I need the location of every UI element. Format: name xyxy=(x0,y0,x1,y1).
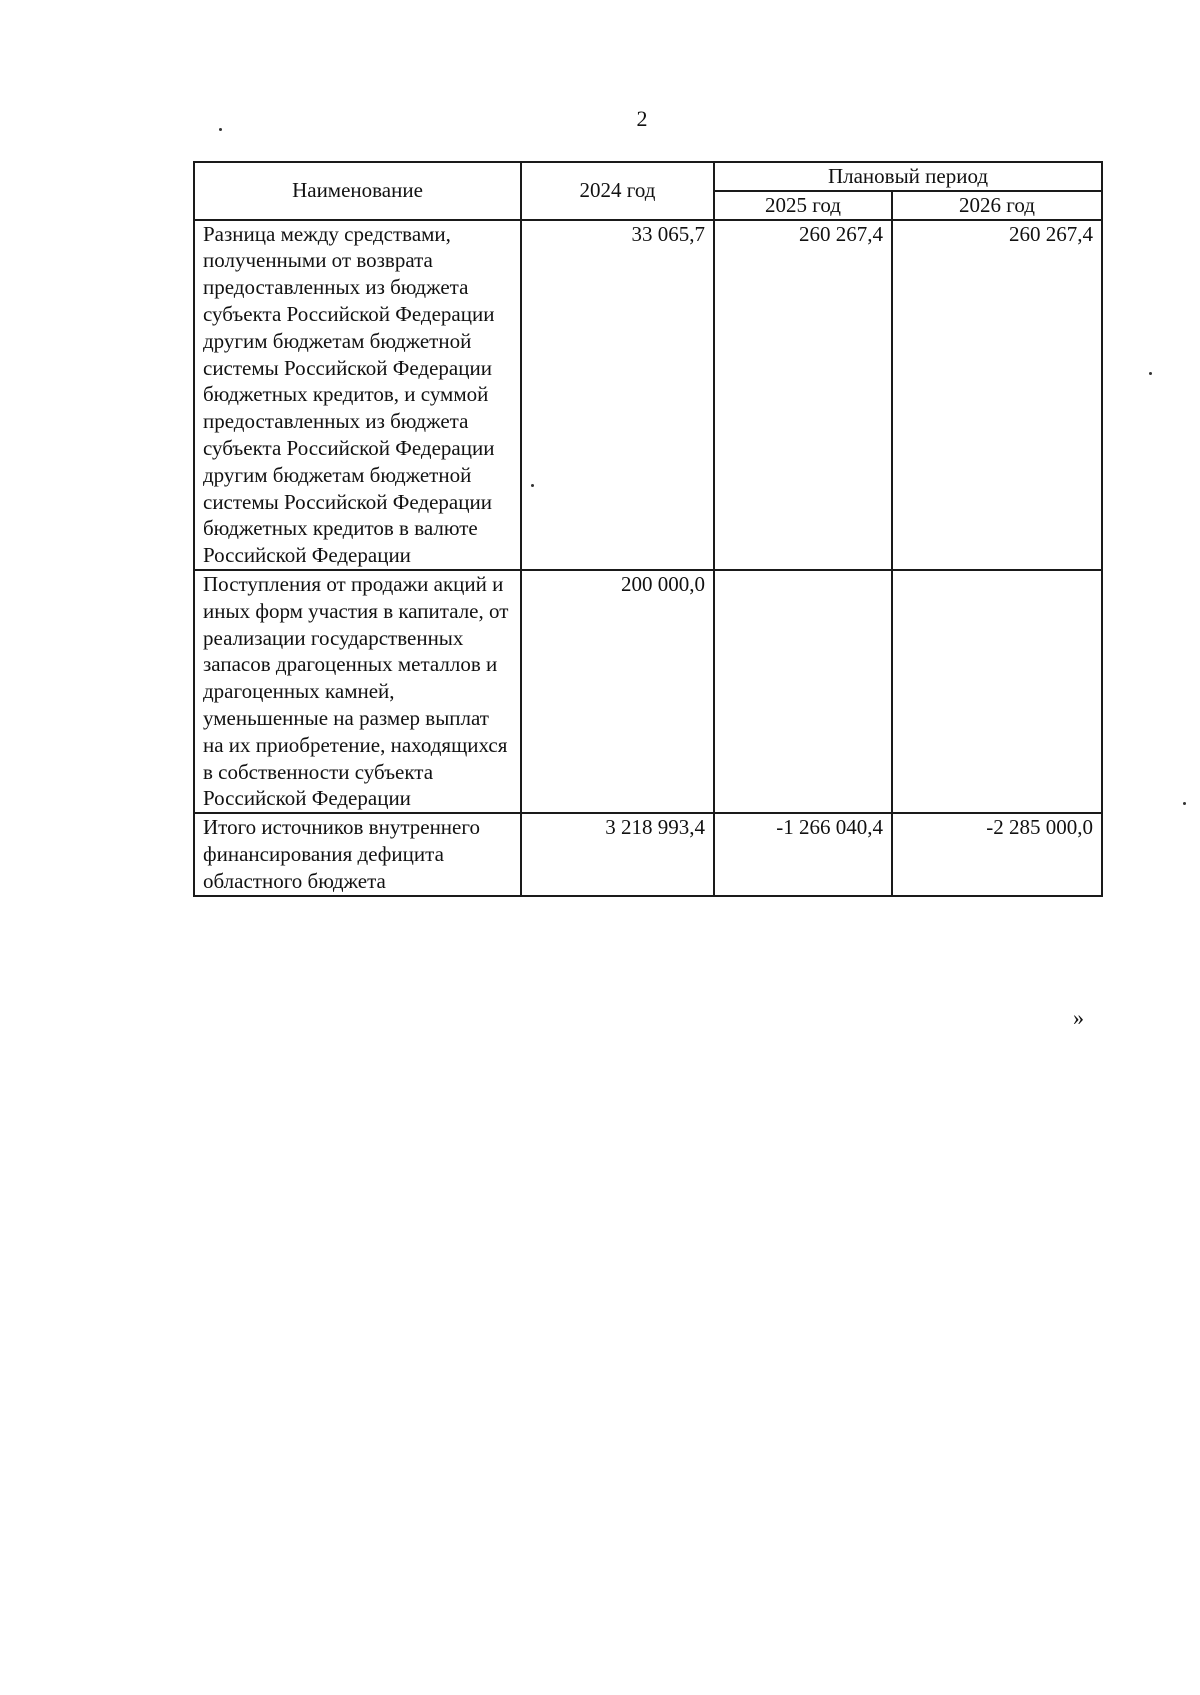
scan-speck xyxy=(1149,372,1152,375)
header-planned-period: Плановый период xyxy=(714,162,1102,191)
header-2025: 2025 год xyxy=(714,191,892,220)
budget-sources-table xyxy=(193,161,1103,897)
table-row-total xyxy=(194,813,1102,895)
row-value-2025 xyxy=(714,570,892,813)
row-value-2025: -1 266 040,4 xyxy=(714,813,892,895)
row-name: Итого источников внутреннего финансирования дефицита областного бюджета xyxy=(194,813,521,895)
row-value-2026 xyxy=(892,570,1102,813)
header-name: Наименование xyxy=(194,162,521,220)
row-value-2024: 3 218 993,4 xyxy=(521,813,714,895)
page-number: 2 xyxy=(636,106,648,131)
closing-quote-mark: » xyxy=(1073,1005,1084,1030)
row-value-2026: -2 285 000,0 xyxy=(892,813,1102,895)
row-value-2024: 33 065,7 xyxy=(521,220,714,570)
header-row-top xyxy=(194,162,1102,191)
row-name: Разница между средствами, полученными от возврата предоставленных из бюджета субъекта Российской Федерации другим бюджетам бюджетной системы Российской Федерации бюджетных кредитов, и суммой предоставленных из бюджета субъекта Российской Федерации другим бюджетам бюджетной системы Российской Федерации бюджетных кредитов в валюте Российской Федерации xyxy=(194,220,521,570)
row-name: Поступления от продажи акций и иных форм участия в капитале, от реализации государственных запасов драгоценных металлов и драгоценных камней, уменьшенные на размер выплат на их приобретение, находящихся в собственности субъекта Российской Федерации xyxy=(194,570,521,813)
scan-speck xyxy=(531,484,534,487)
scan-speck xyxy=(219,128,222,131)
row-value-2024: 200 000,0 xyxy=(521,570,714,813)
table-row xyxy=(194,570,1102,813)
header-2026: 2026 год xyxy=(892,191,1102,220)
row-value-2025: 260 267,4 xyxy=(714,220,892,570)
table-row xyxy=(194,220,1102,570)
header-2024: 2024 год xyxy=(521,162,714,220)
row-value-2026: 260 267,4 xyxy=(892,220,1102,570)
scan-speck xyxy=(1183,802,1186,805)
